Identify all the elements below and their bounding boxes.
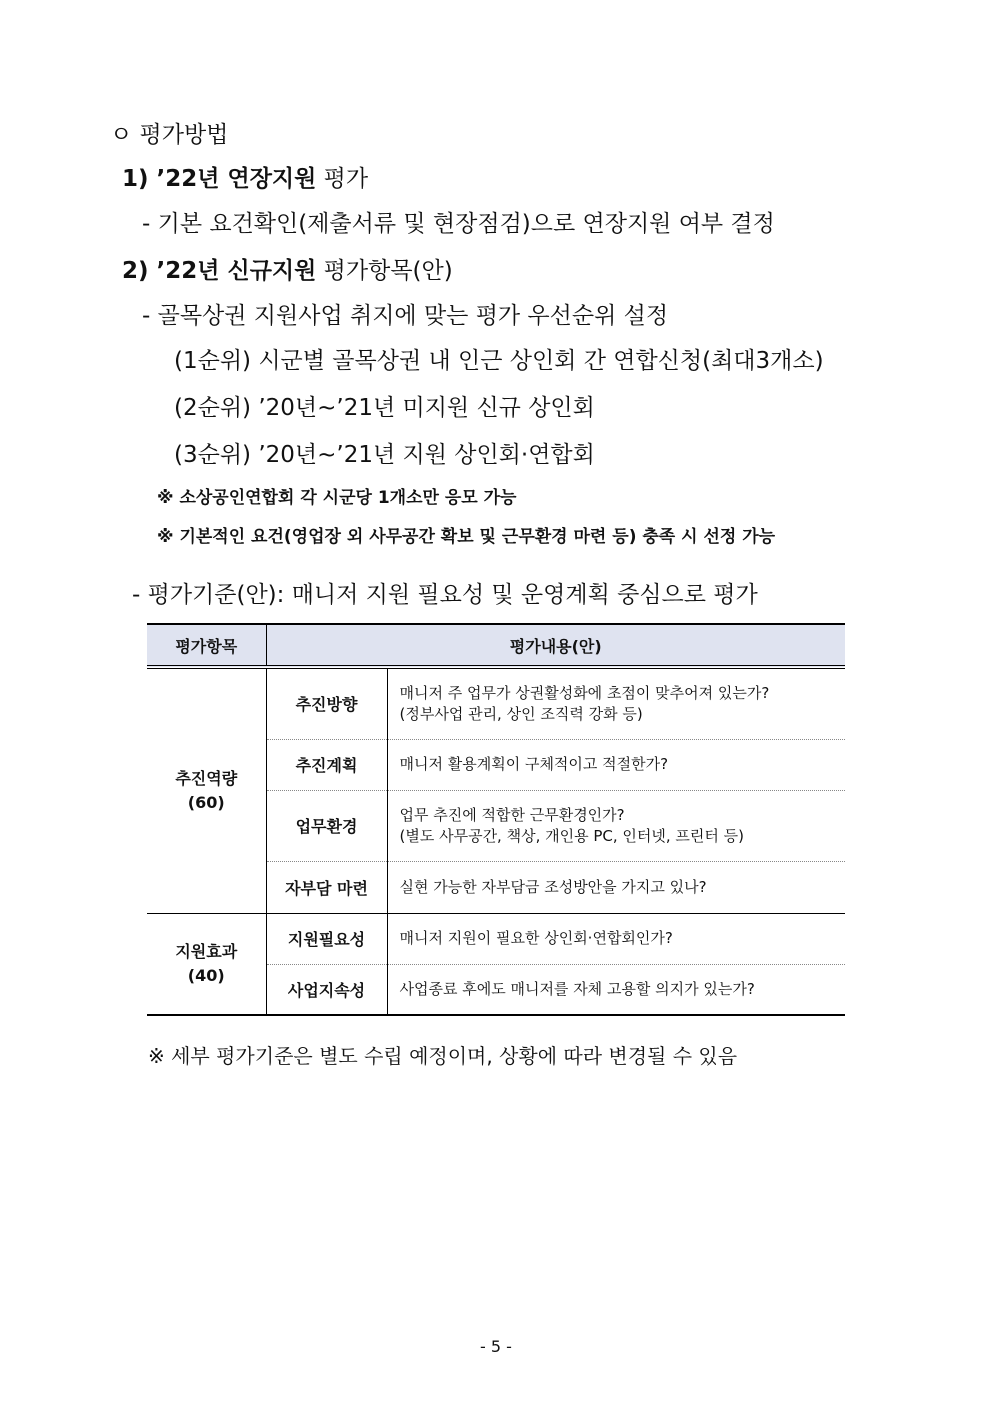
category-name: 지원효과	[175, 941, 238, 961]
circle-bullet-icon: ㅇ	[110, 122, 133, 148]
category-score: (40)	[187, 965, 225, 985]
criterion-content: 업무 추진에 적합한 근무환경인가? (별도 사무공간, 책상, 개인용 PC, 인터넷, 프린터 등)	[387, 790, 845, 861]
criterion-item: 추진계획	[266, 739, 387, 790]
section-heading	[110, 116, 228, 149]
criterion-item: 추진방향	[266, 667, 387, 739]
criterion-content: 사업종료 후에도 매니저를 자체 고용할 의지가 있는가?	[387, 964, 845, 1015]
section-title: 평가방법	[139, 122, 229, 148]
criterion-content: 매니저 주 업무가 상권활성화에 초점이 맞추어져 있는가? (정부사업 관리, 상인 조직력 강화 등)	[387, 667, 845, 739]
category-cell	[147, 667, 266, 913]
note-1: ※ 소상공인연합회 각 시군당 1개소만 응모 가능	[157, 488, 517, 508]
table-row	[147, 667, 845, 739]
criterion-item: 사업지속성	[266, 964, 387, 1015]
priority-2: (2순위) ’20년~’21년 미지원 신규 상인회	[174, 395, 595, 421]
page-number: - 5 -	[480, 1337, 512, 1356]
header-content: 평가내용(안)	[266, 624, 845, 667]
criterion-content: 실현 가능한 자부담금 조성방안을 가지고 있나?	[387, 861, 845, 913]
item1-bold: ’22년 연장지원	[156, 166, 317, 192]
header-item: 평가항목	[147, 624, 266, 667]
evaluation-table	[147, 623, 845, 1016]
item1-description: - 기본 요건확인(제출서류 및 현장점검)으로 연장지원 여부 결정	[142, 211, 775, 237]
criteria-line: - 평가기준(안): 매니저 지원 필요성 및 운영계획 중심으로 평가	[132, 582, 758, 608]
category-cell	[147, 913, 266, 1015]
criterion-content: 매니저 활용계획이 구체적이고 적절한가?	[387, 739, 845, 790]
criterion-content: 매니저 지원이 필요한 상인회·연합회인가?	[387, 913, 845, 964]
criterion-item: 업무환경	[266, 790, 387, 861]
priority-1: (1순위) 시군별 골목상권 내 인근 상인회 간 연합신청(최대3개소)	[174, 348, 824, 374]
category-name: 추진역량	[175, 768, 238, 788]
table-row	[147, 913, 845, 964]
priority-3: (3순위) ’20년~’21년 지원 상인회·연합회	[174, 442, 595, 468]
criterion-item: 자부담 마련	[266, 861, 387, 913]
table-header-row	[147, 624, 845, 667]
item2-description: - 골목상권 지원사업 취지에 맞는 평가 우선순위 설정	[142, 303, 669, 329]
item2-bold: ’22년 신규지원	[156, 258, 317, 284]
footnote: ※ 세부 평가기준은 별도 수립 예정이며, 상황에 따라 변경될 수 있음	[148, 1044, 738, 1068]
criterion-item: 지원필요성	[266, 913, 387, 964]
item2-heading: 2) ’22년 신규지원 평가항목(안)	[122, 258, 453, 284]
item1-heading: 1) ’22년 연장지원 평가	[122, 166, 369, 192]
note-2: ※ 기본적인 요건(영업장 외 사무공간 확보 및 근무환경 마련 등) 충족 시 선정 가능	[157, 527, 776, 547]
category-score: (60)	[187, 792, 225, 812]
